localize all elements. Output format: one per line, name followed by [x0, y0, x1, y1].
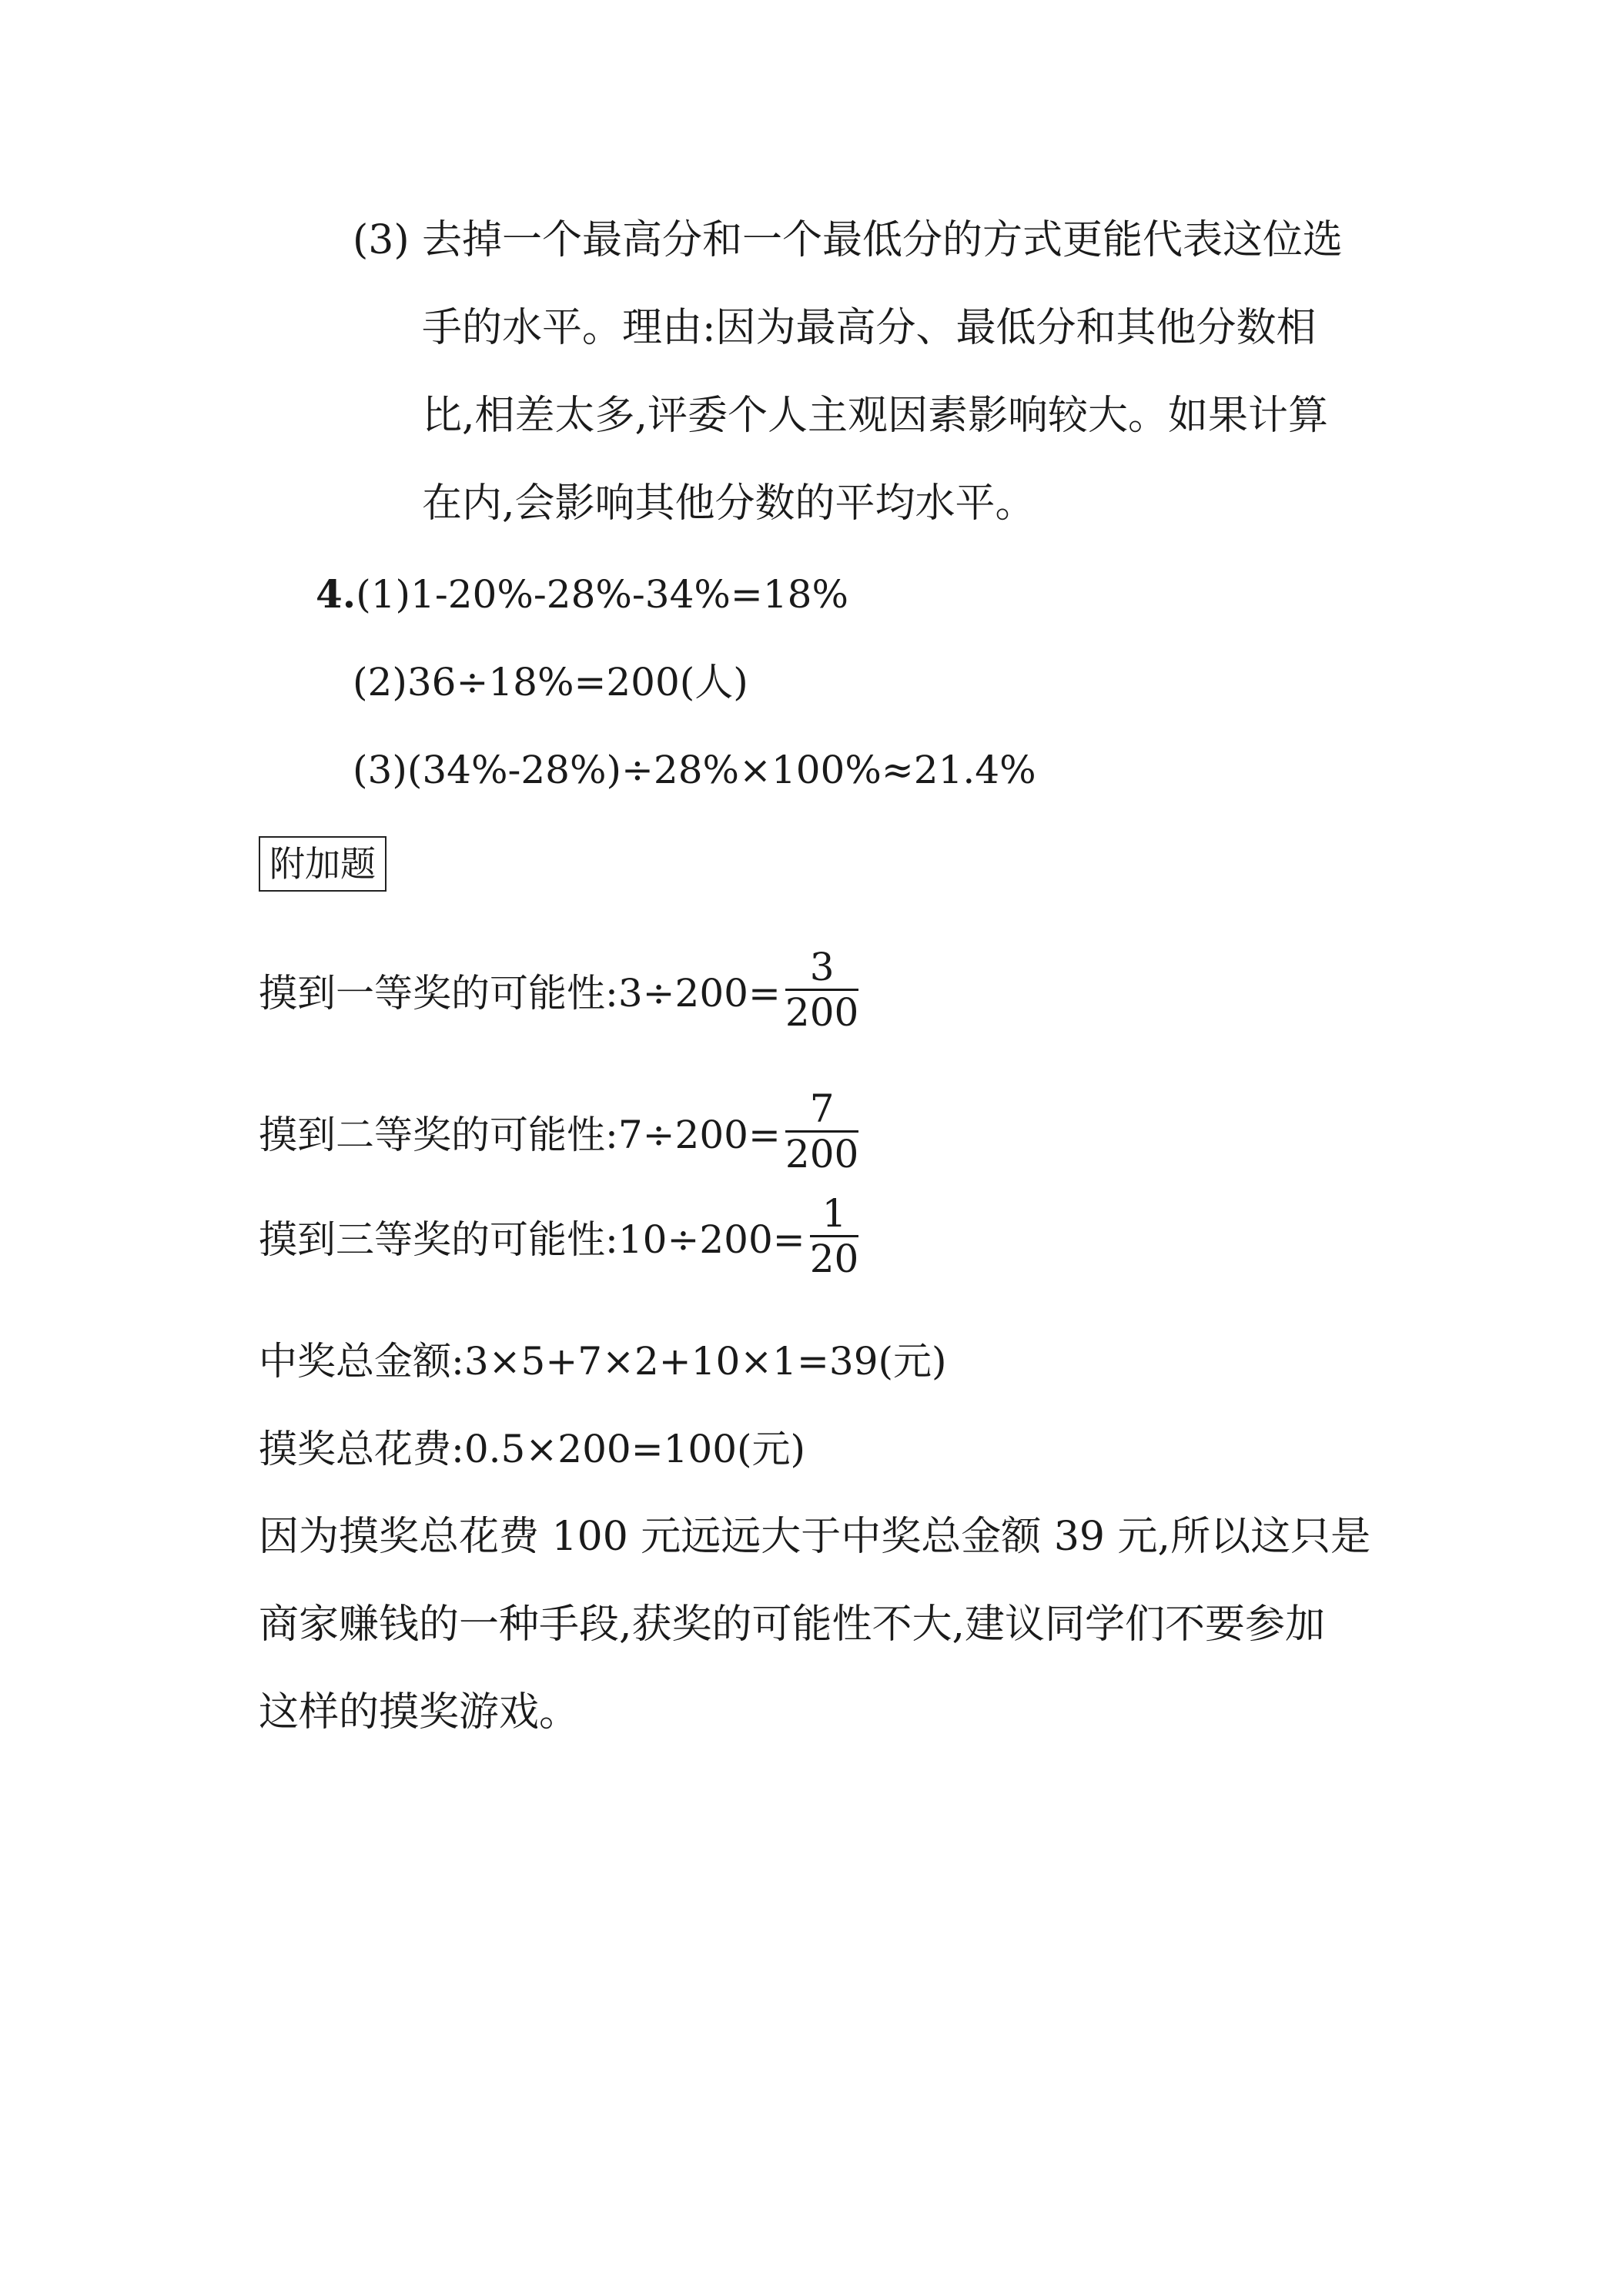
q4-part-3: (3)(34%-28%)÷28%×100%≈21.4%: [353, 748, 1036, 792]
prob3-numerator: 1: [810, 1192, 859, 1237]
conclusion-line-1: 因为摸奖总花费 100 元远远大于中奖总金额 39 元,所以这只是: [259, 1514, 1371, 1560]
q4-part-1: (1)1-20%-28%-34%=18%: [356, 572, 848, 617]
prob3-denominator: 20: [809, 1237, 859, 1281]
conclusion-line-3: 这样的摸奖游戏。: [259, 1689, 580, 1735]
prob3-fraction: [810, 1192, 859, 1280]
prob3-text: 摸到三等奖的可能性:10÷200=: [259, 1217, 805, 1262]
q4-line-1: [316, 571, 848, 618]
q3-item-line-4: 在内,会影响其他分数的平均水平。: [422, 480, 1036, 527]
q4-part-2: (2)36÷18%=200(人): [353, 660, 748, 705]
prob1-numerator: 3: [785, 946, 858, 991]
q3-item-line-2: 手的水平。理由:因为最高分、最低分和其他分数相: [422, 305, 1317, 351]
q3-item-line-3: 比,相差太多,评委个人主观因素影响较大。如果计算: [422, 393, 1329, 439]
prob1-fraction: [785, 946, 858, 1034]
q4-number: 4.: [316, 571, 356, 617]
prob2-fraction: [785, 1087, 858, 1176]
prob-third-prize: [259, 1192, 858, 1280]
q3-item-line-1: 去掉一个最高分和一个最低分的方式更能代表这位选: [422, 217, 1344, 263]
bonus-title: 附加题: [259, 836, 387, 892]
total-prize-amount: 中奖总金额:3×5+7×2+10×1=39(元): [259, 1339, 947, 1384]
prob1-text: 摸到一等奖的可能性:3÷200=: [259, 970, 781, 1016]
prob2-numerator: 7: [785, 1087, 858, 1133]
q3-item-label: (3): [353, 217, 410, 263]
total-cost: 摸奖总花费:0.5×200=100(元): [259, 1427, 806, 1471]
prob1-denominator: 200: [785, 990, 859, 1035]
prob-first-prize: [259, 946, 858, 1034]
prob2-denominator: 200: [785, 1132, 859, 1176]
conclusion-line-2: 商家赚钱的一种手段,获奖的可能性不大,建议同学们不要参加: [259, 1602, 1326, 1648]
prob-second-prize: [259, 1087, 858, 1176]
prob2-text: 摸到二等奖的可能性:7÷200=: [259, 1112, 781, 1157]
